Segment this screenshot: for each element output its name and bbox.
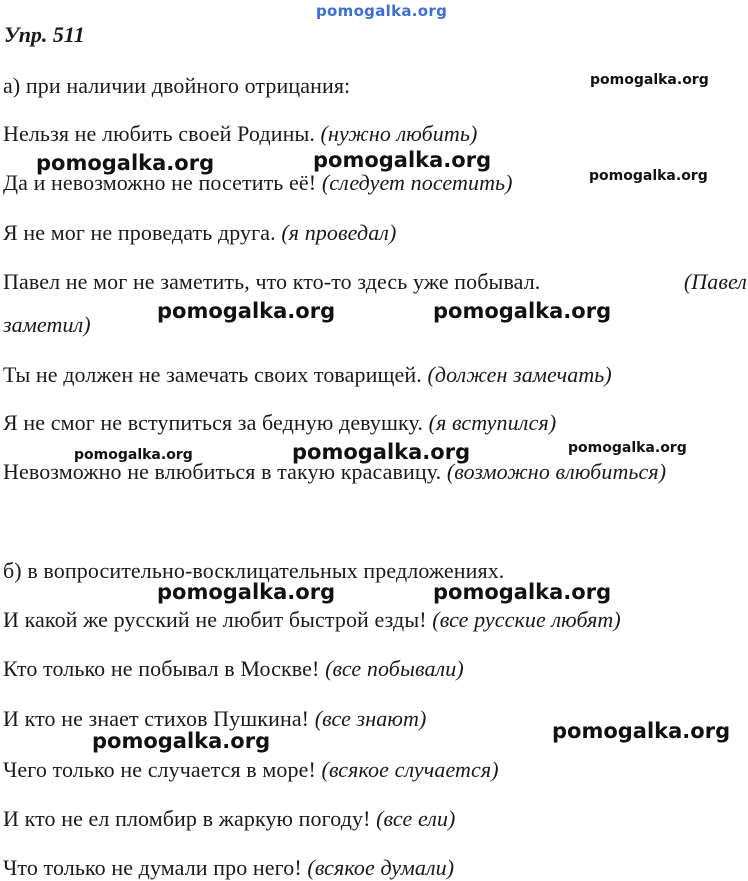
- sentence-a3: [3, 220, 396, 246]
- section-a-heading: а) при наличии двойного отрицания:: [3, 73, 351, 98]
- sentence-note: (все знают): [314, 706, 427, 731]
- sentence-note: (всякое думали): [307, 855, 455, 880]
- sentence-note: (я вступился): [428, 410, 557, 435]
- sentence-b5: [3, 806, 456, 832]
- watermark: pomogalka.org: [92, 729, 271, 753]
- sentence-b4: [3, 757, 499, 783]
- sentence-note: (должен замечать): [427, 362, 612, 387]
- sentence-text: Нельзя не любить своей Родины.: [3, 121, 315, 146]
- sentence-text: Кто только не побывал в Москве!: [3, 656, 320, 681]
- watermark: pomogalka.org: [74, 447, 193, 463]
- sentence-text: Я не мог не проведать друга.: [3, 220, 276, 245]
- sentence-note: (следует посетить): [321, 170, 513, 195]
- watermark-top: pomogalka.org: [316, 2, 448, 20]
- sentence-text: Невозможно не влюбиться в такую красавицу.: [3, 459, 442, 484]
- sentence-text: Что только не думали про него!: [3, 855, 302, 880]
- watermark: pomogalka.org: [589, 168, 708, 184]
- sentence-a6: [3, 410, 556, 436]
- sentence-a4-note-continued: заметил): [3, 312, 91, 337]
- watermark: pomogalka.org: [292, 440, 471, 464]
- watermark: pomogalka.org: [433, 299, 612, 323]
- sentence-text: Да и невозможно не посетить её!: [3, 170, 317, 195]
- sentence-a5: [3, 362, 612, 388]
- sentence-note: (все ели): [376, 806, 456, 831]
- sentence-note: (все русские любят): [432, 607, 621, 632]
- sentence-b2: [3, 656, 464, 682]
- sentence-note: (возможно влюбиться): [446, 459, 667, 484]
- section-b-heading: б) в вопросительно-восклицательных предложениях.: [3, 558, 505, 583]
- sentence-note: (я проведал): [281, 220, 397, 245]
- sentence-text: Ты не должен не замечать своих товарищей.: [3, 362, 422, 387]
- sentence-a4: [3, 269, 747, 295]
- sentence-note: (нужно любить): [320, 121, 478, 146]
- sentence-note: (все побывали): [325, 656, 464, 681]
- watermark: pomogalka.org: [433, 580, 612, 604]
- exercise-title: Упр. 511: [4, 22, 85, 47]
- sentence-text: И кто не знает стихов Пушкина!: [3, 706, 310, 731]
- sentence-text: И какой же русский не любит быстрой езды!: [3, 607, 427, 632]
- sentence-a1: [3, 121, 477, 147]
- watermark: pomogalka.org: [313, 148, 492, 172]
- sentence-note: (Павел: [683, 269, 747, 294]
- watermark: pomogalka.org: [552, 719, 731, 743]
- watermark: pomogalka.org: [568, 440, 687, 456]
- sentence-b6: [3, 855, 454, 881]
- sentence-note: (всякое случается): [321, 757, 499, 782]
- sentence-text: Я не смог не вступиться за бедную девушку.: [3, 410, 424, 435]
- watermark: pomogalka.org: [157, 580, 336, 604]
- sentence-b1: [3, 607, 621, 633]
- watermark: pomogalka.org: [157, 299, 336, 323]
- sentence-text: И кто не ел пломбир в жаркую погоду!: [3, 806, 371, 831]
- sentence-text: Чего только не случается в море!: [3, 757, 316, 782]
- watermark: pomogalka.org: [590, 72, 709, 88]
- watermark: pomogalka.org: [36, 151, 215, 175]
- sentence-text: Павел не мог не заметить, что кто-то здесь уже побывал.: [3, 269, 541, 294]
